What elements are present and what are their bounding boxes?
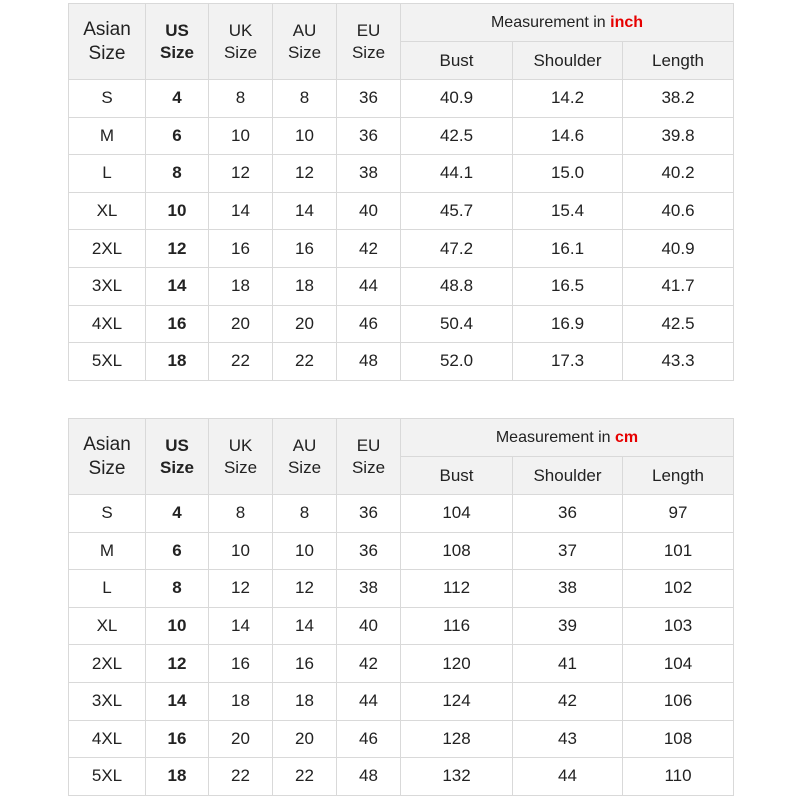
au-size-cell: 10 (273, 117, 337, 155)
bust-cell: 42.5 (401, 117, 513, 155)
uk-size-cell: 20 (209, 720, 273, 758)
au-size-cell: 14 (273, 607, 337, 645)
uk-size-cell: 22 (209, 758, 273, 796)
au-size-cell: 12 (273, 155, 337, 193)
au-size-cell: 20 (273, 305, 337, 343)
uk-size-cell: 10 (209, 532, 273, 570)
us-size-cell: 4 (146, 80, 209, 118)
table-row (69, 155, 734, 193)
uk-size-cell: 16 (209, 230, 273, 268)
bust-cell: 112 (401, 570, 513, 608)
length-cell: 102 (623, 570, 734, 608)
asian-size-cell: 3XL (69, 267, 146, 305)
bust-cell: 108 (401, 532, 513, 570)
uk-size-cell: 18 (209, 682, 273, 720)
header-asian-size: Asian Size (69, 4, 146, 80)
header-measurement (401, 419, 734, 457)
bust-cell: 45.7 (401, 192, 513, 230)
header-shoulder: Shoulder (513, 457, 623, 495)
eu-size-cell: 42 (337, 230, 401, 268)
asian-size-cell: XL (69, 607, 146, 645)
length-cell: 103 (623, 607, 734, 645)
uk-size-cell: 8 (209, 495, 273, 533)
eu-size-cell: 48 (337, 343, 401, 381)
us-size-cell: 10 (146, 192, 209, 230)
au-size-cell: 18 (273, 267, 337, 305)
length-cell: 40.6 (623, 192, 734, 230)
length-cell: 101 (623, 532, 734, 570)
header-length: Length (623, 42, 734, 80)
asian-size-cell: L (69, 155, 146, 193)
bust-cell: 124 (401, 682, 513, 720)
au-size-cell: 8 (273, 495, 337, 533)
length-cell: 40.9 (623, 230, 734, 268)
header-uk-size: UK Size (209, 419, 273, 495)
us-size-cell: 8 (146, 155, 209, 193)
shoulder-cell: 36 (513, 495, 623, 533)
header-bust: Bust (401, 42, 513, 80)
au-size-cell: 8 (273, 80, 337, 118)
header-asian-size: Asian Size (69, 419, 146, 495)
header-measurement (401, 4, 734, 42)
table-row (69, 192, 734, 230)
shoulder-cell: 17.3 (513, 343, 623, 381)
us-size-cell: 12 (146, 230, 209, 268)
au-size-cell: 22 (273, 758, 337, 796)
us-size-cell: 12 (146, 645, 209, 683)
au-size-cell: 10 (273, 532, 337, 570)
shoulder-cell: 41 (513, 645, 623, 683)
eu-size-cell: 44 (337, 267, 401, 305)
bust-cell: 128 (401, 720, 513, 758)
measurement-unit: cm (615, 428, 639, 446)
asian-size-cell: S (69, 495, 146, 533)
shoulder-cell: 39 (513, 607, 623, 645)
table-row (69, 570, 734, 608)
uk-size-cell: 12 (209, 155, 273, 193)
eu-size-cell: 38 (337, 570, 401, 608)
asian-size-cell: 3XL (69, 682, 146, 720)
uk-size-cell: 16 (209, 645, 273, 683)
au-size-cell: 12 (273, 570, 337, 608)
us-size-cell: 16 (146, 720, 209, 758)
us-size-cell: 14 (146, 682, 209, 720)
header-length: Length (623, 457, 734, 495)
bust-cell: 132 (401, 758, 513, 796)
table-row (69, 495, 734, 533)
uk-size-cell: 14 (209, 607, 273, 645)
us-size-cell: 14 (146, 267, 209, 305)
size-table-inch (68, 3, 734, 381)
shoulder-cell: 38 (513, 570, 623, 608)
header-us-size: US Size (146, 419, 209, 495)
table-row (69, 607, 734, 645)
uk-size-cell: 10 (209, 117, 273, 155)
measurement-prefix: Measurement in (490, 13, 606, 31)
length-cell: 40.2 (623, 155, 734, 193)
bust-cell: 44.1 (401, 155, 513, 193)
table-row (69, 80, 734, 118)
uk-size-cell: 14 (209, 192, 273, 230)
au-size-cell: 16 (273, 230, 337, 268)
table-body-inch (69, 80, 734, 381)
bust-cell: 52.0 (401, 343, 513, 381)
measurement-unit: inch (610, 13, 644, 31)
eu-size-cell: 48 (337, 758, 401, 796)
asian-size-cell: S (69, 80, 146, 118)
us-size-cell: 6 (146, 532, 209, 570)
bust-cell: 48.8 (401, 267, 513, 305)
asian-size-cell: 2XL (69, 230, 146, 268)
bust-cell: 50.4 (401, 305, 513, 343)
table-row (69, 267, 734, 305)
table-row (69, 230, 734, 268)
header-uk-size: UK Size (209, 4, 273, 80)
au-size-cell: 14 (273, 192, 337, 230)
header-au-size: AU Size (273, 4, 337, 80)
table-row (69, 645, 734, 683)
us-size-cell: 6 (146, 117, 209, 155)
uk-size-cell: 18 (209, 267, 273, 305)
table-row (69, 117, 734, 155)
shoulder-cell: 16.5 (513, 267, 623, 305)
header-us-size: US Size (146, 4, 209, 80)
asian-size-cell: M (69, 532, 146, 570)
length-cell: 39.8 (623, 117, 734, 155)
eu-size-cell: 46 (337, 720, 401, 758)
measurement-prefix: Measurement in (495, 428, 611, 446)
bust-cell: 104 (401, 495, 513, 533)
eu-size-cell: 42 (337, 645, 401, 683)
asian-size-cell: XL (69, 192, 146, 230)
shoulder-cell: 44 (513, 758, 623, 796)
eu-size-cell: 40 (337, 607, 401, 645)
us-size-cell: 18 (146, 758, 209, 796)
eu-size-cell: 38 (337, 155, 401, 193)
length-cell: 43.3 (623, 343, 734, 381)
eu-size-cell: 40 (337, 192, 401, 230)
bust-cell: 116 (401, 607, 513, 645)
shoulder-cell: 14.2 (513, 80, 623, 118)
table-body-cm (69, 495, 734, 796)
shoulder-cell: 15.4 (513, 192, 623, 230)
asian-size-cell: M (69, 117, 146, 155)
eu-size-cell: 36 (337, 495, 401, 533)
us-size-cell: 4 (146, 495, 209, 533)
header-au-size: AU Size (273, 419, 337, 495)
length-cell: 106 (623, 682, 734, 720)
length-cell: 108 (623, 720, 734, 758)
shoulder-cell: 15.0 (513, 155, 623, 193)
bust-cell: 40.9 (401, 80, 513, 118)
table-row (69, 305, 734, 343)
uk-size-cell: 8 (209, 80, 273, 118)
bust-cell: 120 (401, 645, 513, 683)
header-eu-size: EU Size (337, 419, 401, 495)
asian-size-cell: 2XL (69, 645, 146, 683)
eu-size-cell: 36 (337, 117, 401, 155)
shoulder-cell: 16.1 (513, 230, 623, 268)
length-cell: 42.5 (623, 305, 734, 343)
table-row (69, 720, 734, 758)
uk-size-cell: 12 (209, 570, 273, 608)
eu-size-cell: 46 (337, 305, 401, 343)
asian-size-cell: 5XL (69, 343, 146, 381)
header-bust: Bust (401, 457, 513, 495)
header-shoulder: Shoulder (513, 42, 623, 80)
shoulder-cell: 16.9 (513, 305, 623, 343)
size-table-cm (68, 418, 734, 796)
us-size-cell: 18 (146, 343, 209, 381)
au-size-cell: 22 (273, 343, 337, 381)
us-size-cell: 10 (146, 607, 209, 645)
au-size-cell: 20 (273, 720, 337, 758)
eu-size-cell: 36 (337, 532, 401, 570)
shoulder-cell: 37 (513, 532, 623, 570)
asian-size-cell: 4XL (69, 720, 146, 758)
length-cell: 41.7 (623, 267, 734, 305)
table-row (69, 758, 734, 796)
asian-size-cell: 4XL (69, 305, 146, 343)
us-size-cell: 16 (146, 305, 209, 343)
shoulder-cell: 42 (513, 682, 623, 720)
shoulder-cell: 14.6 (513, 117, 623, 155)
eu-size-cell: 44 (337, 682, 401, 720)
uk-size-cell: 22 (209, 343, 273, 381)
shoulder-cell: 43 (513, 720, 623, 758)
table-row (69, 682, 734, 720)
length-cell: 38.2 (623, 80, 734, 118)
table-row (69, 343, 734, 381)
us-size-cell: 8 (146, 570, 209, 608)
length-cell: 104 (623, 645, 734, 683)
table-row (69, 532, 734, 570)
au-size-cell: 18 (273, 682, 337, 720)
eu-size-cell: 36 (337, 80, 401, 118)
asian-size-cell: 5XL (69, 758, 146, 796)
bust-cell: 47.2 (401, 230, 513, 268)
header-eu-size: EU Size (337, 4, 401, 80)
uk-size-cell: 20 (209, 305, 273, 343)
asian-size-cell: L (69, 570, 146, 608)
length-cell: 97 (623, 495, 734, 533)
au-size-cell: 16 (273, 645, 337, 683)
length-cell: 110 (623, 758, 734, 796)
